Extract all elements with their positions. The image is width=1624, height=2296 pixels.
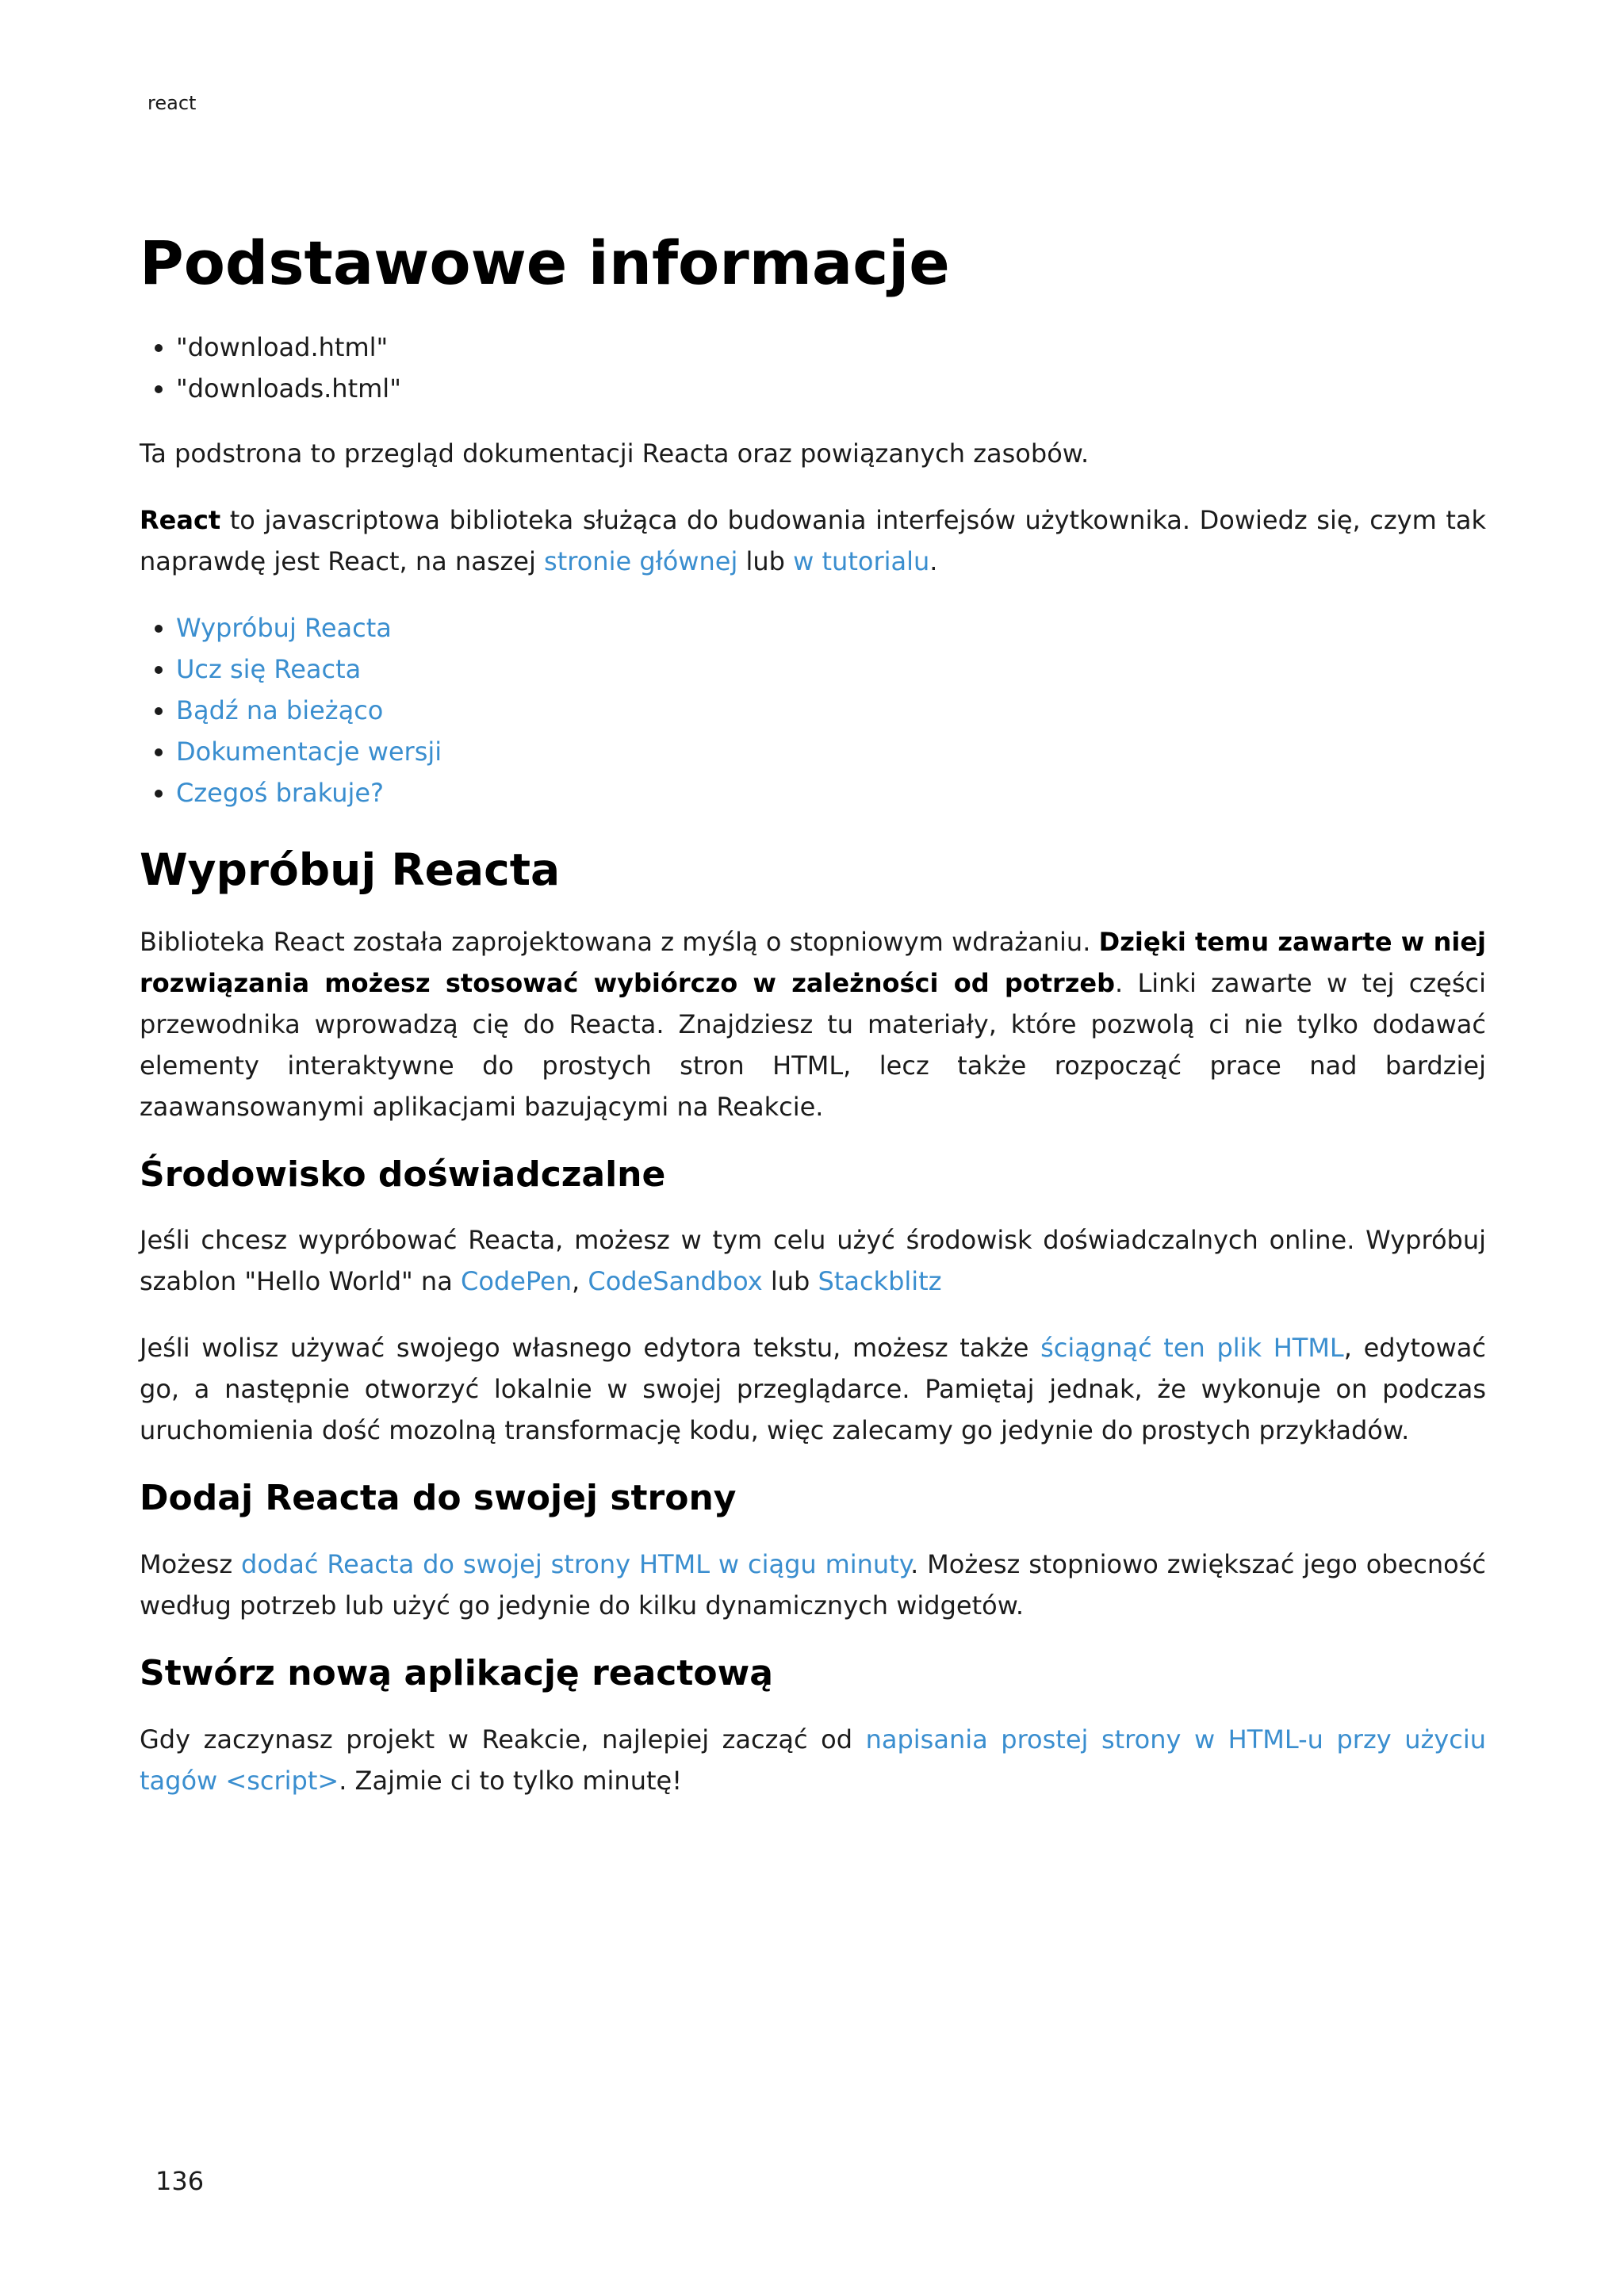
toc-item bbox=[176, 772, 1486, 813]
link-tutorial[interactable]: w tutorialu bbox=[793, 545, 930, 576]
toc-item bbox=[176, 649, 1486, 690]
link-add-react[interactable]: dodać Reacta do swojej strony HTML w ciągu minuty bbox=[241, 1549, 911, 1580]
intro-paragraph: Ta podstrona to przegląd dokumentacji Reacta oraz powiązanych zasobów. bbox=[140, 438, 1090, 469]
list-item: • "download.html" bbox=[176, 327, 1486, 368]
link-stackblitz[interactable]: Stackblitz bbox=[818, 1266, 942, 1297]
section-paragraph: Biblioteka React została zaprojektowana z myślą o stopniowym wdrażaniu. Dzięki temu zawarte w niej rozwiązania możesz stosować wybiórczo w zależności od potrzeb. Linki zawarte w tej części przewodnika wprowadzą cię do Reacta. Znajdziesz tu materiały, które pozwolą ci nie tylko dodawać elementy interaktywne do prostych stron HTML, lecz także rozpocząć prace nad bardziej zaawansowanymi aplikacjami bazującymi na Reakcie. bbox=[140, 926, 1487, 1122]
toc-link[interactable]: Dokumentacje wersji bbox=[176, 736, 442, 767]
section-paragraph: Możesz dodać Reacta do swojej strony HTML w ciągu minuty. Możesz stopniowo zwiększać jego obecność według potrzeb lub użyć go jedynie do kilku dynamicznych widgetów. bbox=[140, 1549, 1486, 1621]
toc-link[interactable]: Bądź na bieżąco bbox=[176, 695, 384, 725]
page-number: 136 bbox=[155, 2166, 205, 2196]
section-paragraph: Gdy zaczynasz projekt w Reakcie, najlepiej zacząć od napisania prostej strony w HTML-u przy użyciu tagów <script>. Zajmie ci to tylko minutę! bbox=[140, 1724, 1487, 1796]
toc-item bbox=[176, 607, 1486, 649]
page-content bbox=[140, 230, 1486, 1827]
react-paragraph: React to javascriptowa biblioteka służąca do budowania interfejsów użytkownika. Dowiedz się, czym tak naprawdę jest React, na naszej stronie głównej lub w tutorialu. bbox=[140, 504, 1486, 576]
toc-link[interactable]: Ucz się Reacta bbox=[176, 653, 362, 684]
subsection-heading: Środowisko doświadczalne bbox=[140, 1154, 666, 1195]
subsection-heading: Stwórz nową aplikację reactową bbox=[140, 1653, 773, 1694]
running-header: react bbox=[147, 92, 197, 114]
section-paragraph: Jeśli chcesz wypróbować Reacta, możesz w tym celu użyć środowisk doświadczalnych online. Wypróbuj szablon "Hello World" na CodePen, CodeSandbox lub Stackblitz bbox=[140, 1225, 1486, 1297]
toc-link[interactable]: Wypróbuj Reacta bbox=[176, 612, 392, 643]
toc-item bbox=[176, 731, 1486, 772]
toc-item bbox=[176, 690, 1486, 731]
link-home[interactable]: stronie głównej bbox=[544, 545, 738, 576]
link-codepen[interactable]: CodePen bbox=[460, 1266, 573, 1297]
bold-text: Dzięki temu zawarte w niej rozwiązania możesz stosować wybiórczo w zależności od potrzeb bbox=[140, 926, 1487, 998]
link-script-tags[interactable]: napisania prostej strony w HTML-u przy użyciu tagów <script> bbox=[140, 1724, 1487, 1796]
link-download-html[interactable]: ściągnąć ten plik HTML bbox=[1040, 1333, 1344, 1364]
bold-text: React bbox=[140, 504, 221, 535]
toc-link[interactable]: Czegoś brakuje? bbox=[176, 777, 385, 808]
link-codesandbox[interactable]: CodeSandbox bbox=[588, 1266, 763, 1297]
page-title: Podstawowe informacje bbox=[140, 228, 950, 298]
subsection-heading: Dodaj Reacta do swojej strony bbox=[140, 1478, 737, 1519]
toc-list bbox=[140, 607, 1486, 813]
section-heading: Wypróbuj Reacta bbox=[140, 844, 561, 895]
redirect-list bbox=[140, 327, 1486, 409]
list-item: • "downloads.html" bbox=[176, 368, 1486, 409]
section-paragraph: Jeśli wolisz używać swojego własnego edytora tekstu, możesz także ściągnąć ten plik HTML, edytować go, a następnie otworzyć lokalnie w swojej przeglądarce. Pamiętaj jednak, że wykonuje on podczas uruchomienia dość mozolną transformację kodu, więc zalecamy go jedynie do prostych przykładów. bbox=[140, 1333, 1487, 1446]
